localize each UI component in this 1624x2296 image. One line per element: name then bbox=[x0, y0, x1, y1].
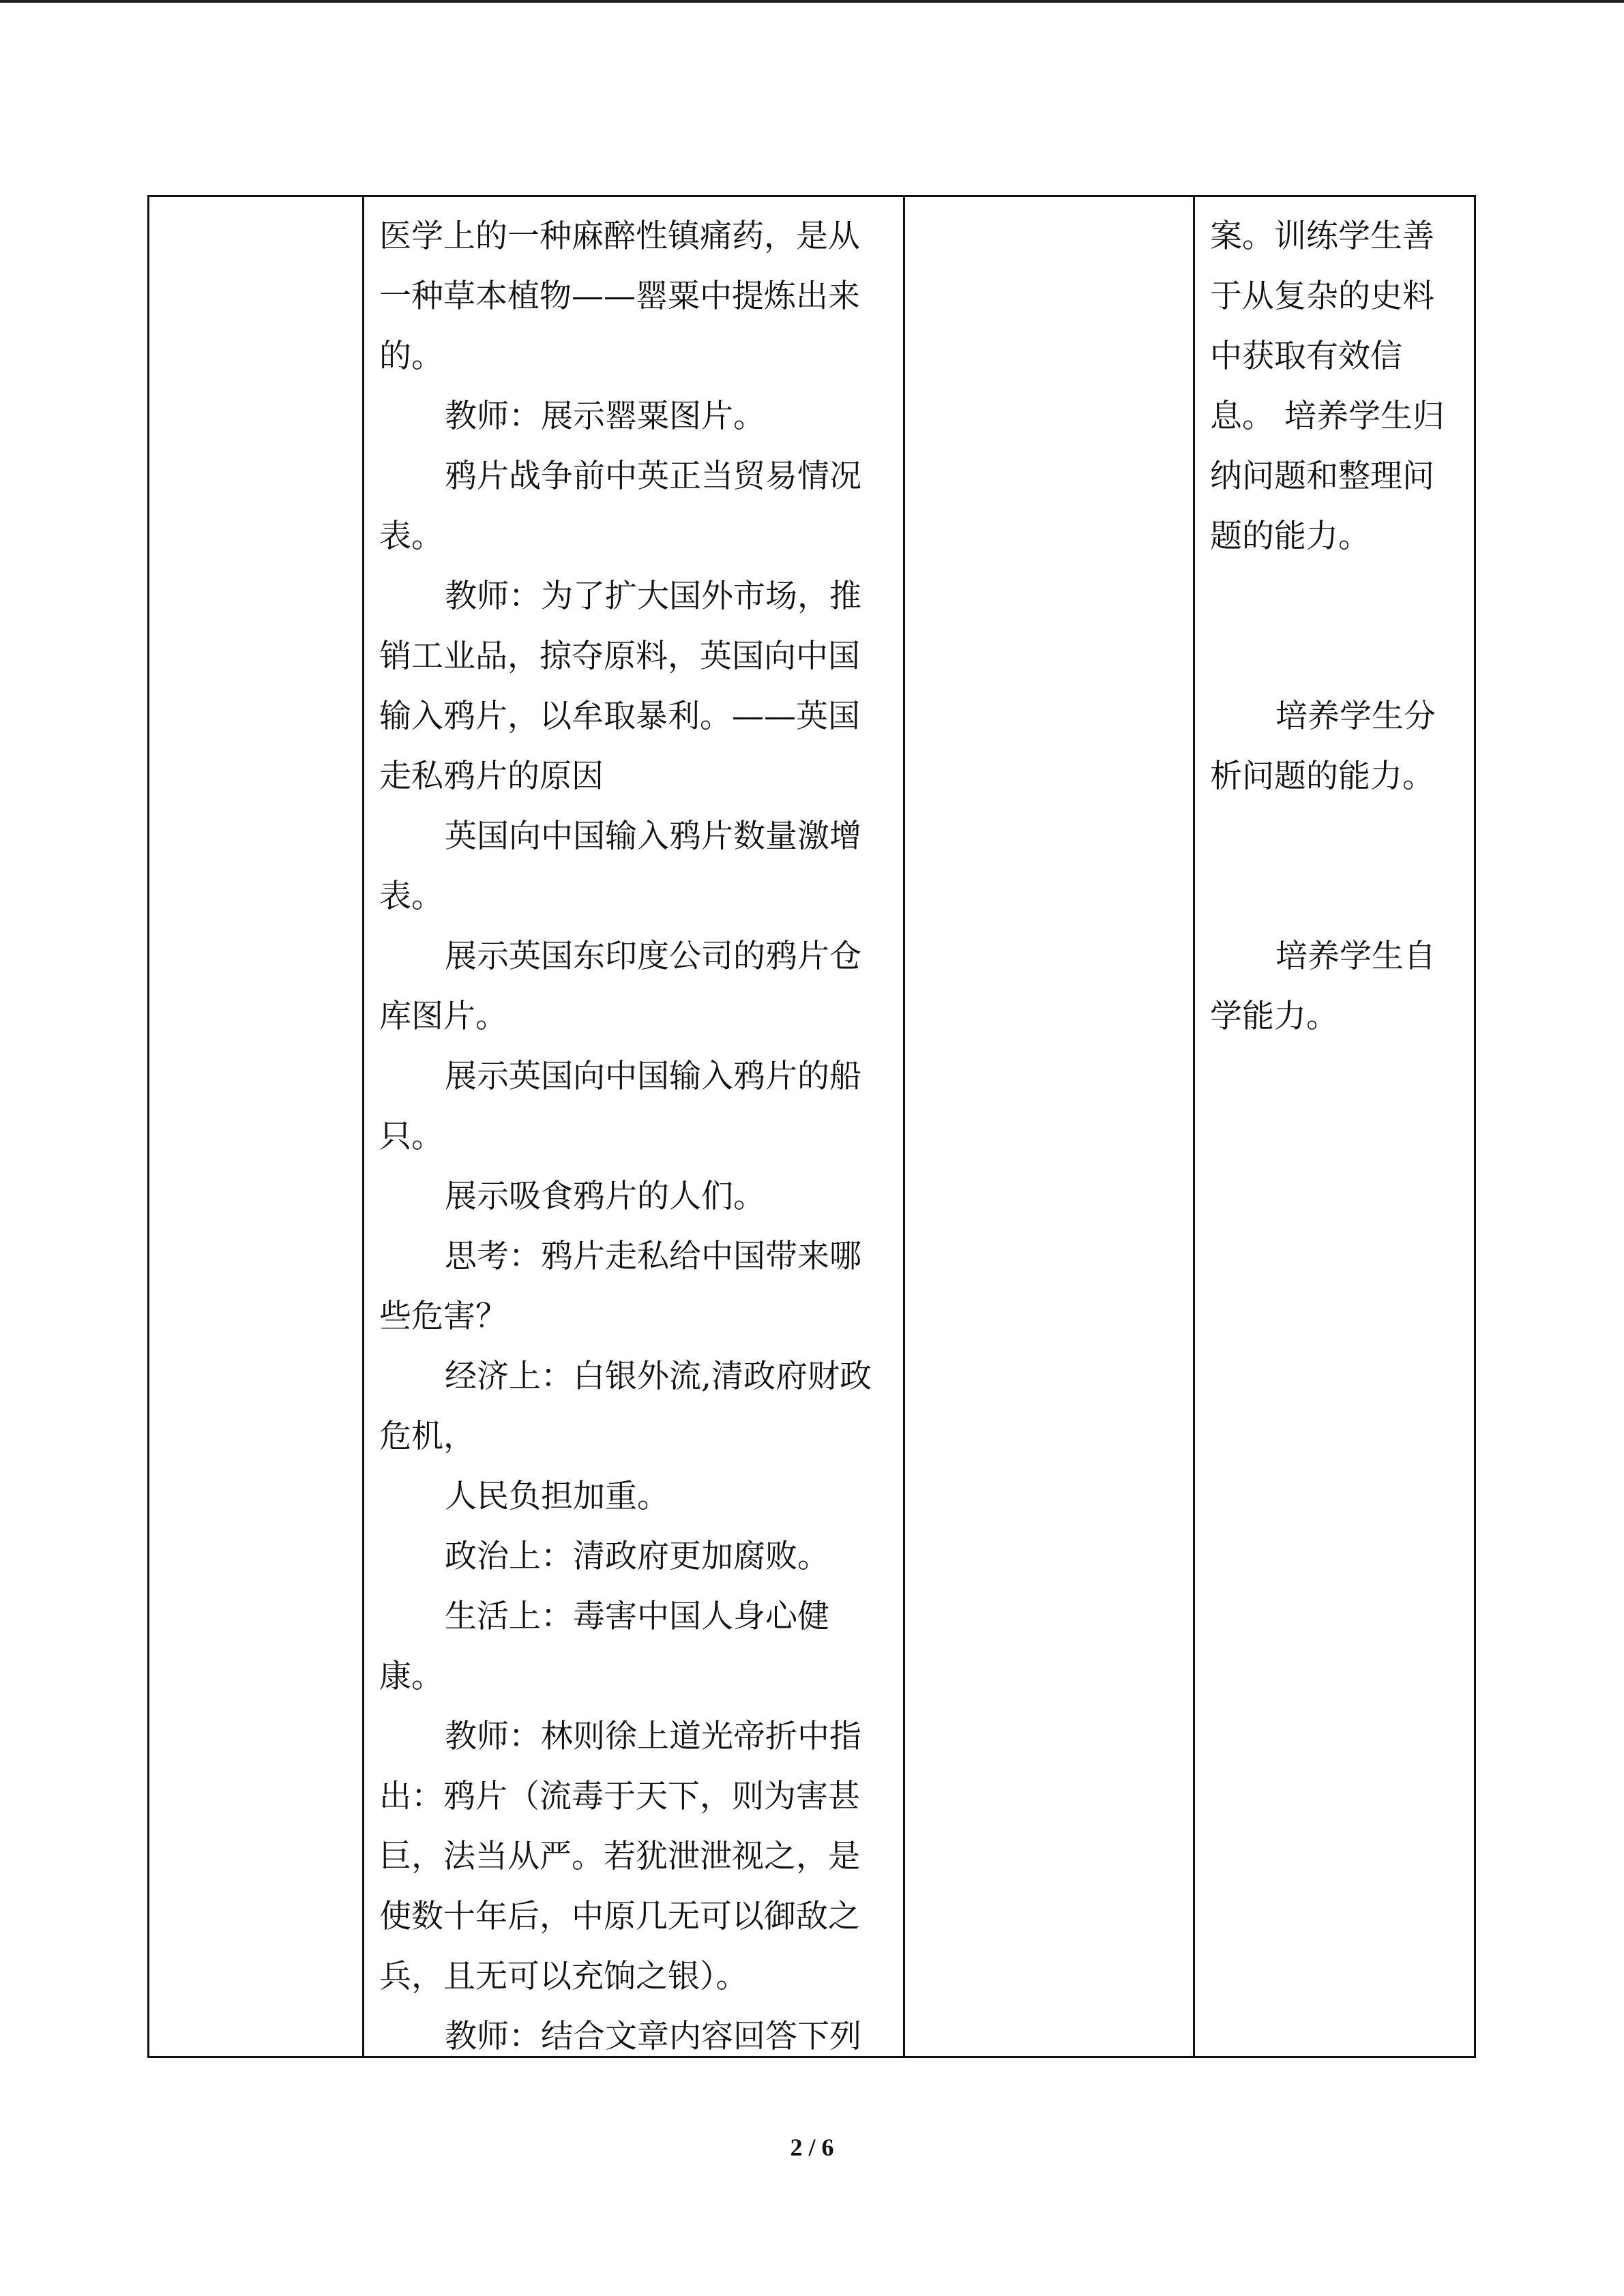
content-paragraph: 展示英国东印度公司的鸦片仓 库图片。 bbox=[379, 938, 861, 1035]
intent-spacer bbox=[1210, 567, 1462, 687]
intent-text-3: 培养学生自 学能力。 bbox=[1210, 938, 1436, 1035]
content-paragraph: 教师：展示罂粟图片。 bbox=[445, 398, 765, 435]
content-paragraph: 生活上：毒害中国人身心健 康。 bbox=[379, 1598, 829, 1695]
intent-text-1: 案。训练学生善 于从复杂的史料 中获取有效信 息。 培养学生归 纳问题和整理问 题的能力。 bbox=[1210, 218, 1445, 555]
page-number: 2 / 6 bbox=[790, 2134, 834, 2161]
content-paragraph: 人民负担加重。 bbox=[445, 1478, 669, 1515]
content-paragraph: 思考：鸦片走私给中国带来哪 些危害？ bbox=[379, 1238, 861, 1335]
content-paragraph: 教师：林则徐上道光帝折中指 出：鸦片（流毒于天下，则为害甚 巨，法当从严。若犹泄泄视之，是 使数十年后，中原几无可以御敌之 兵，且无可以充饷之银）。 bbox=[379, 1718, 861, 1995]
content-paragraph: 英国向中国输入鸦片数量激增 表。 bbox=[379, 818, 861, 915]
table-column-student-activity bbox=[903, 197, 1193, 2056]
intent-text-2: 培养学生分 析问题的能力。 bbox=[1210, 698, 1436, 795]
content-paragraph: 展示吸食鸦片的人们。 bbox=[445, 1178, 765, 1215]
intent-spacer bbox=[1210, 807, 1462, 927]
content-paragraph: 经济上：白银外流,清政府财政 危机， bbox=[379, 1358, 872, 1455]
content-paragraph: 医学上的一种麻醉性镇痛药，是从 一种草本植物——罂粟中提炼出来 的。 bbox=[379, 218, 860, 375]
content-paragraph: 政治上：清政府更加腐败。 bbox=[445, 1538, 829, 1575]
table-column-teaching-content bbox=[362, 197, 903, 2056]
table-column-stage bbox=[149, 197, 362, 2056]
table-column-design-intent bbox=[1193, 197, 1474, 2056]
content-paragraph: 鸦片战争前中英正当贸易情况 表。 bbox=[379, 458, 861, 555]
content-paragraph: 展示英国向中国输入鸦片的船 只。 bbox=[379, 1058, 861, 1155]
lesson-plan-table bbox=[147, 195, 1476, 2058]
content-paragraph: 教师：结合文章内容回答下列 bbox=[445, 2018, 861, 2055]
content-paragraph: 教师：为了扩大国外市场，推 销工业品，掠夺原料，英国向中国 输入鸦片，以牟取暴利。——英国 走私鸦片的原因 bbox=[379, 578, 861, 795]
page-top-border bbox=[0, 0, 1624, 3]
